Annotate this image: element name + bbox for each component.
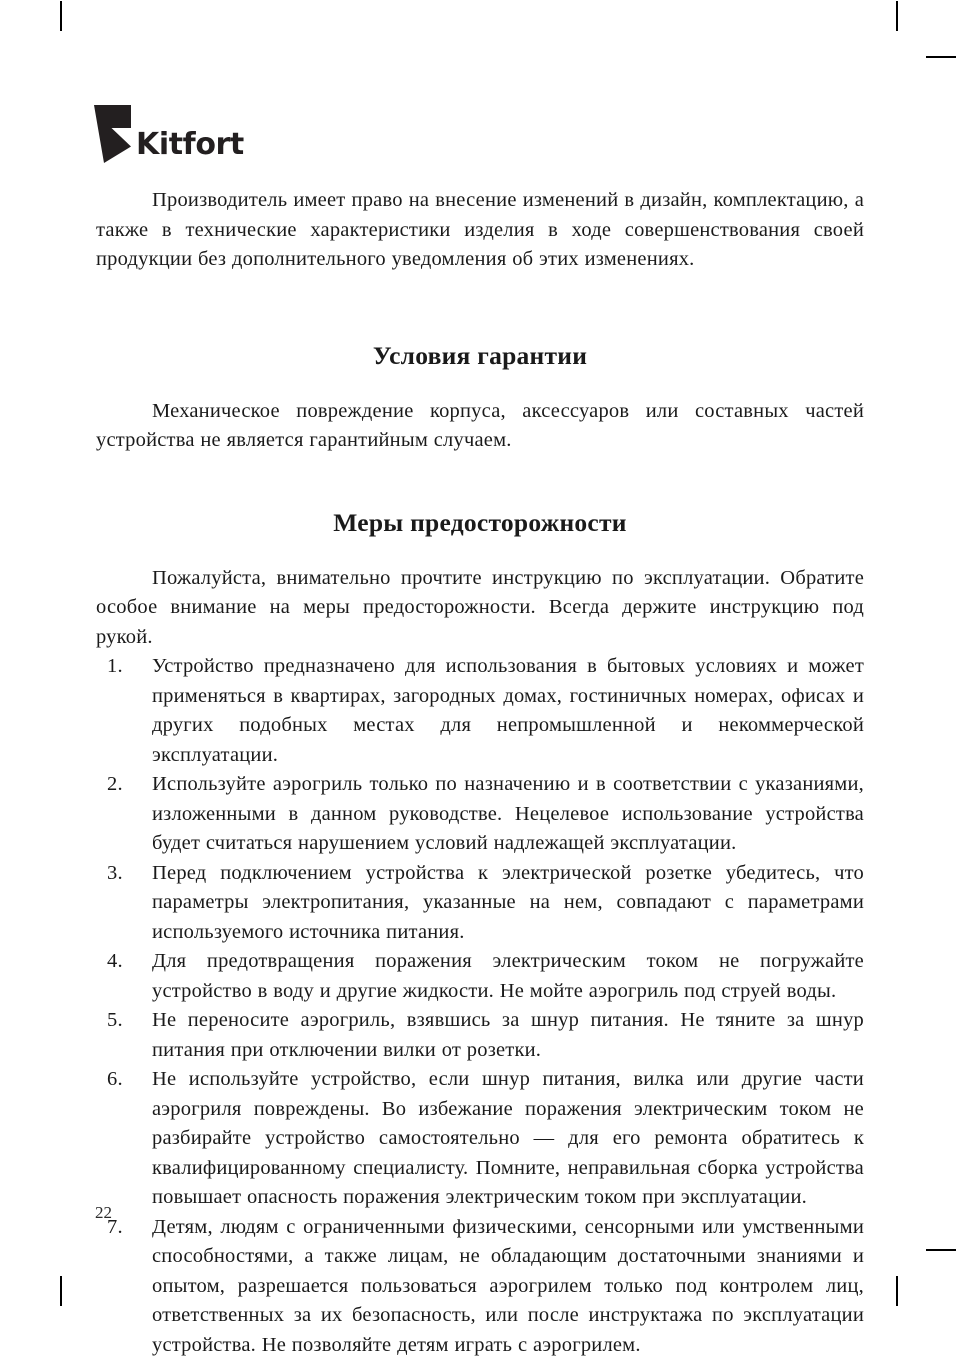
list-item xyxy=(96,770,864,859)
list-item-text: Используйте аэрогриль только по назначению и в соответствии с указаниями, изложенными в данном руководстве. Нецелевое использование устройства будет считаться нарушением условий надлежащей эксплуатации. xyxy=(152,773,864,854)
precautions-intro-paragraph: Пожалуйста, внимательно прочтите инструкцию по эксплуатации. Обратите особое внимание на меры предосторожности. Всегда держите инструкцию под рукой. xyxy=(96,564,864,653)
list-item xyxy=(96,1065,864,1213)
list-item-text: Устройство предназначено для использования в бытовых условиях и может применяться в квартирах, загородных домах, гостиничных номерах, офисах и других подобных местах для непромышленной и некоммерческой эксплуатации. xyxy=(152,655,864,766)
list-item xyxy=(96,1006,864,1065)
list-item-text: Детям, людям с ограниченными физическими, сенсорными или умственными способностями, а также лицам, не обладающим достаточными знаниями и опытом, разрешается пользоваться аэрогрилем только под контролем лиц, ответственных за их безопасность, или после инструктажа по эксплуатации устройства. Не позволяйте детям играть с аэрогрилем. xyxy=(152,1216,864,1356)
kitfort-flag-logo-icon xyxy=(94,105,131,163)
list-item-text: Не используйте устройство, если шнур питания, вилка или другие части аэрогриля повреждены. Во избежание поражения электрическим током не разбирайте устройство самостоятельно — для его ремонта обратитесь к квалифицированному специалисту. Помните, неправильная сборка устройства повышает опасность поражения электрическим током при эксплуатации. xyxy=(152,1068,864,1208)
spacer xyxy=(96,371,864,397)
list-item xyxy=(96,652,864,770)
spacer xyxy=(96,538,864,564)
spacer xyxy=(96,456,864,508)
list-item-text: Не переносите аэрогриль, взявшись за шнур питания. Не тяните за шнур питания при отключении вилки от розетки. xyxy=(152,1009,864,1061)
brand-logo xyxy=(94,101,244,163)
brand-name: Kitfort xyxy=(136,130,244,163)
precautions-heading: Меры предосторожности xyxy=(96,508,864,538)
intro-paragraph: Производитель имеет право на внесение изменений в дизайн, комплектацию, а также в технические характеристики изделия в ходе совершенствования своей продукции без дополнительного уведомления об этих изменениях. xyxy=(96,186,864,275)
list-item xyxy=(96,859,864,948)
page-content xyxy=(96,186,864,1360)
warranty-paragraph: Механическое повреждение корпуса, аксессуаров или составных частей устройства не является гарантийным случаем. xyxy=(96,397,864,456)
list-item xyxy=(96,1213,864,1360)
warranty-heading: Условия гарантии xyxy=(96,341,864,371)
list-item xyxy=(96,947,864,1006)
spacer xyxy=(96,275,864,341)
page-number: 22 xyxy=(95,1203,112,1223)
list-item-text: Для предотвращения поражения электрическим током не погружайте устройство в воду и другие жидкости. Не мойте аэрогриль под струей воды. xyxy=(152,950,864,1002)
precautions-list xyxy=(96,652,864,1360)
list-item-text: Перед подключением устройства к электрической розетке убедитесь, что параметры электропитания, указанные на нем, совпадают с параметрами используемого источника питания. xyxy=(152,862,864,943)
